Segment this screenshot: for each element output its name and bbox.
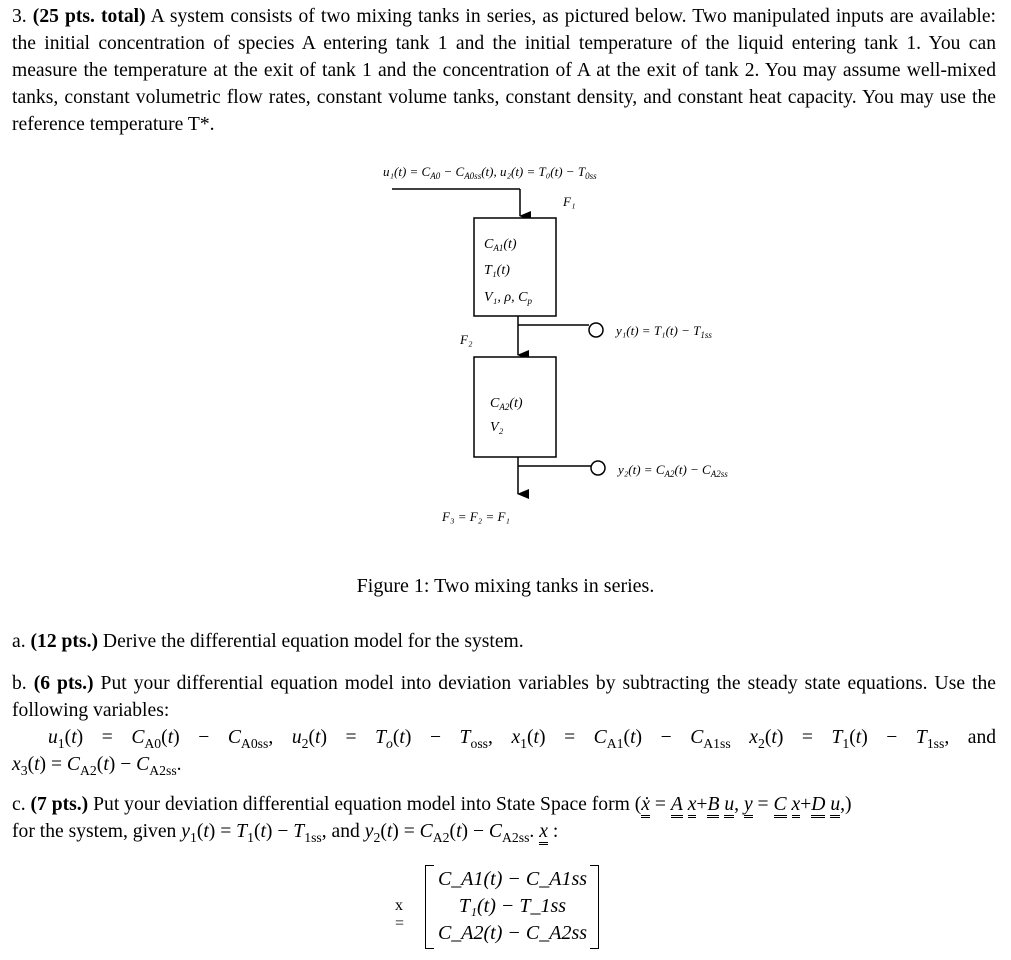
problem-intro: A system consists of two mixing tanks in series, as pictured below. Two manipulated inputs are available: the initial concentration of species A entering tank 1 and the initial temperature of the liquid entering tank 1. You can measure the temperature at the exit of tank 1 and the concentration of A at the exit of tank 2. You may assume well-mixed tanks, constant volumetric flow rates, constant volume tanks, constant density, and constant heat capacity. You may use the reference temperature T*. xyxy=(12,6,996,135)
part-a-label: a. xyxy=(12,631,26,652)
state-row-2: T₁(t) − T_1ss xyxy=(458,895,567,917)
output-definitions: $y_1(t) = T_1(t) - T_{1ss}$, and $y_2(t) = C_{A2}(t) - C_{A2ss}$. x : xyxy=(181,821,559,845)
part-a-points: (12 pts.) xyxy=(30,631,99,652)
flow-f1-label: F₁ xyxy=(563,194,576,209)
part-c xyxy=(12,791,996,845)
tank1-temperature: T₁(t) xyxy=(484,263,510,278)
problem-points: (25 pts. total) xyxy=(32,6,146,27)
part-b xyxy=(12,670,996,778)
part-c-label: c. xyxy=(12,794,26,815)
state-row-3: C_A2(t) − C_A2ss xyxy=(437,922,588,944)
tank2-concentration: $C_{A2}(t)$ xyxy=(490,396,523,412)
part-a xyxy=(12,628,996,655)
figure-caption: Figure 1: Two mixing tanks in series. xyxy=(356,575,655,597)
part-c-text2: for the system, given xyxy=(12,821,177,842)
part-b-points: (6 pts.) xyxy=(33,673,94,694)
state-space-form: (ẋ = A x+B u, y = C x+D u,) xyxy=(635,794,852,818)
y1-label: $y_1(t) = T_1(t) - T_{1ss}$ xyxy=(616,323,712,340)
flow-f3-label: F₃ = F₂ = F₁ xyxy=(442,509,510,524)
feed-input-label: $u_1(t) = C_{A0} - C_{A0ss}(t)$, $u_2(t) = T_0(t) - T_{0ss}$ xyxy=(383,164,597,181)
part-b-text: Put your differential equation model into deviation variables by subtracting the steady state equations. Use the following variables: xyxy=(12,673,996,721)
part-a-text: Derive the differential equation model for the system. xyxy=(102,631,524,652)
y1-sensor xyxy=(589,323,603,337)
right-bracket xyxy=(590,865,599,949)
deviation-variables-cont: $x_3(t) = C_{A2}(t) - C_{A2ss}$. xyxy=(12,754,182,778)
deviation-variables: $u_1(t) = C_{A0}(t) - C_{A0ss}$, $u_2(t) = T_o(t) - T_{oss}$, $x_1(t) = C_{A1}(t) - C_{A1ss}$ $x_2(t) = T_1(t) - T_{1ss}$, and xyxy=(48,727,997,751)
tank1-concentration: $C_{A1}(t)$ xyxy=(484,237,517,253)
state-row-1: C_A1(t) − C_A1ss xyxy=(437,868,588,890)
y2-sensor xyxy=(591,461,605,475)
problem-number: 3. xyxy=(12,6,27,27)
y2-label: $y_2(t) = C_{A2}(t) - C_{A2ss}$ xyxy=(618,462,728,479)
state-vector-rows xyxy=(435,866,590,947)
part-c-points: (7 pts.) xyxy=(30,794,89,815)
tank1-properties: V₁, ρ, $C_p$ xyxy=(484,290,532,306)
flow-f2-label: F₂ xyxy=(460,332,473,347)
part-b-label: b. xyxy=(12,673,27,694)
left-bracket xyxy=(425,865,434,949)
part-c-text: Put your deviation differential equation model into State Space form xyxy=(93,794,630,815)
state-vector-lhs: x = xyxy=(395,897,405,932)
tank2-volume: V₂ xyxy=(490,420,504,435)
